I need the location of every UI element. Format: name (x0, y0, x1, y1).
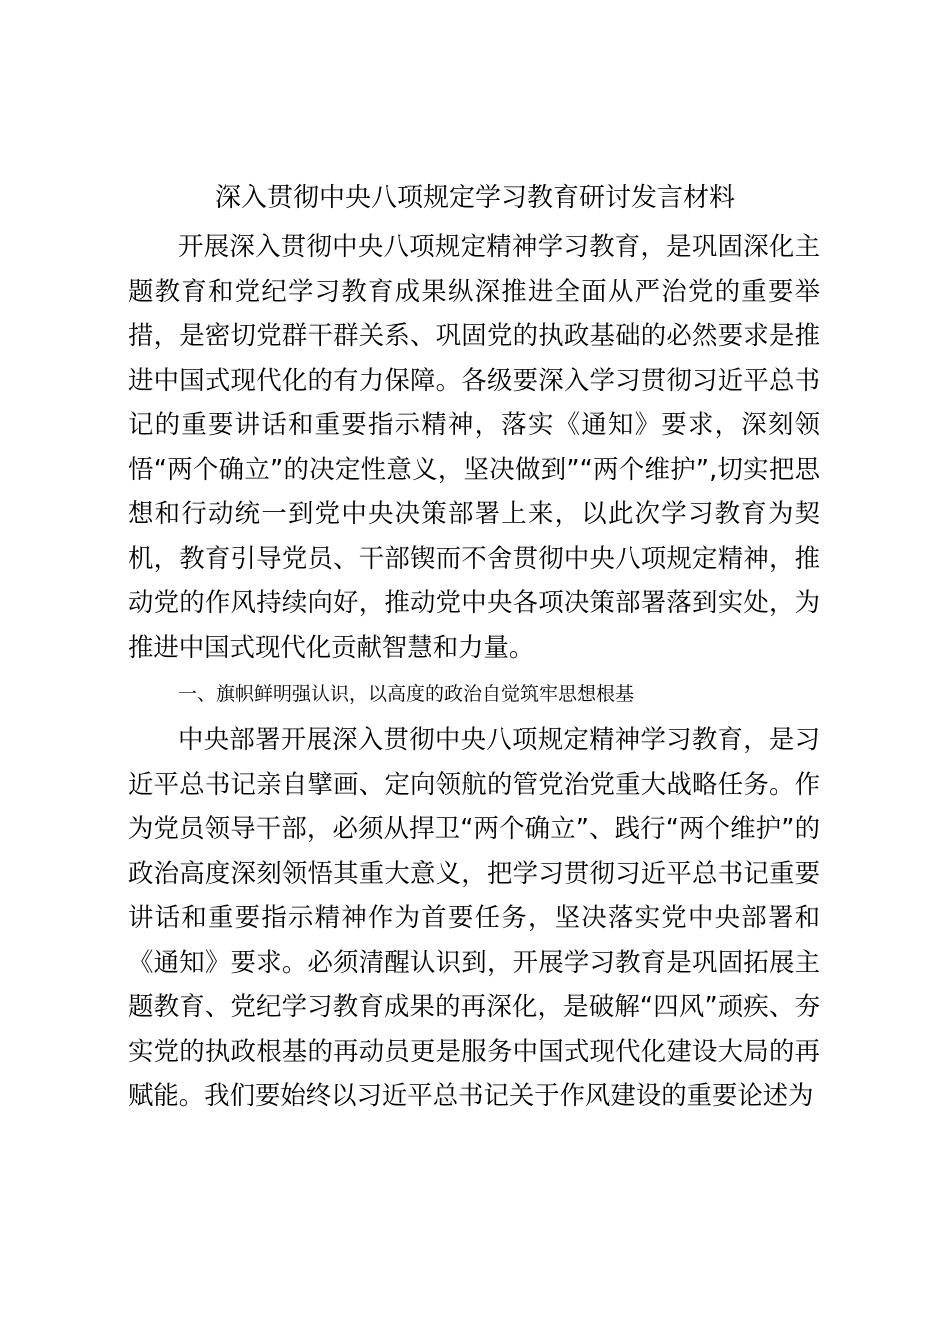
intro-paragraph: 开展深入贯彻中央八项规定精神学习教育，是巩固深化主题教育和党纪学习教育成果纵深推进全面从严治党的重要举措，是密切党群干群关系、巩固党的执政基础的必然要求是推进中国式现代化的有力保障。各级要深入学习贯彻习近平总书记的重要讲话和重要指示精神，落实《通知》要求，深刻领悟“两个确立”的决定性意义，坚决做到”“两个维护”,切实把思想和行动统一到党中央决策部署上来，以此次学习教育为契机，教育引导党员、干部锲而不舍贯彻中央八项规定精神，推动党的作风持续向好，推动党中央各项决策部署落到实处，为推进中国式现代化贡献智慧和力量。 (128, 231, 820, 662)
section-heading: 一、旗帜鲜明强认识，以高度的政治自觉筑牢思想根基 (178, 683, 635, 705)
document-title: 深入贯彻中央八项规定学习教育研讨发言材料 (214, 183, 735, 213)
section-paragraph: 中央部署开展深入贯彻中央八项规定精神学习教育，是习近平总书记亲自擘画、定向领航的管党治党重大战略任务。作为党员领导干部，必须从捍卫“两个确立”、践行“两个维护”的政治高度深刻领悟其重大意义，把学习贯彻习近平总书记重要讲话和重要指示精神作为首要任务，坚决落实党中央部署和《通知》要求。必须清醒认识到，开展学习教育是巩固拓展主题教育、党纪学习教育成果的再深化，是破解“四风”顽疾、夯实党的执政根基的再动员更是服务中国式现代化建设大局的再赋能。我们要始终以习近平总书记关于作风建设的重要论述为 (128, 724, 820, 1110)
